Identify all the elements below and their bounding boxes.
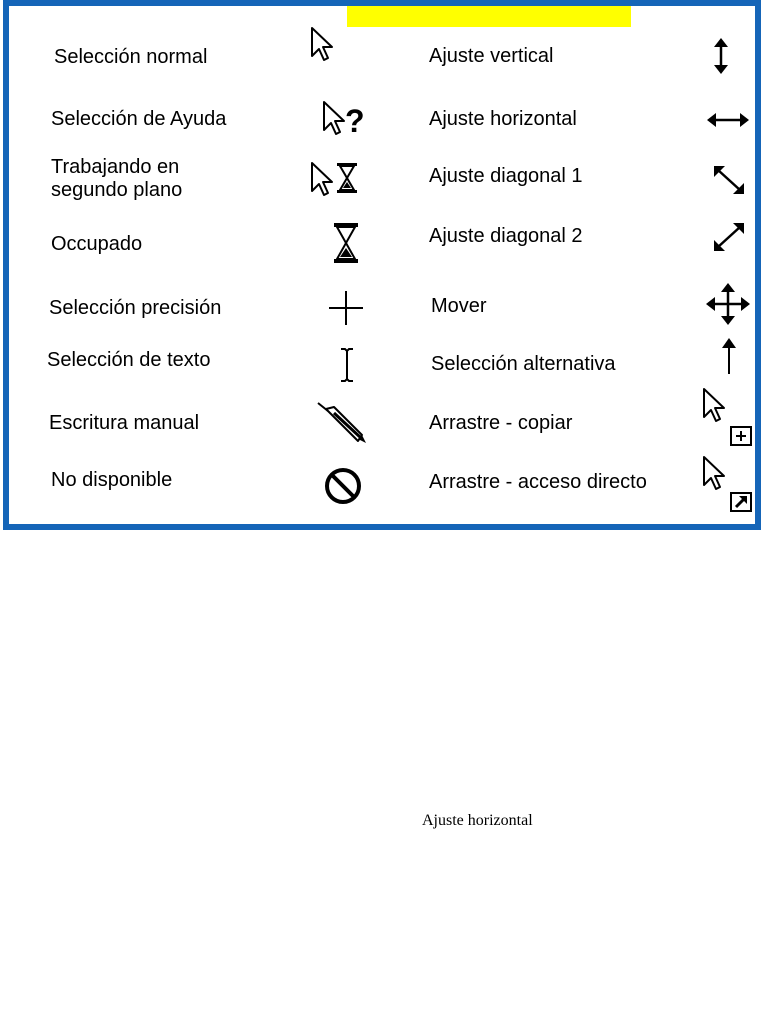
pen-icon [314,399,370,449]
label-ajuste-diagonal-2: Ajuste diagonal 2 [429,225,583,247]
alternate-select-icon [719,336,739,376]
help-cursor-icon [321,98,373,140]
label-escritura-manual: Escritura manual [49,412,200,434]
label-ocupado: Occupado [51,233,143,255]
label-arrastre-copiar: Arrastre - copiar [429,412,573,434]
svg-text:?: ? [345,103,365,139]
label-seleccion-precision: Selección precisión [49,297,222,319]
cursor-reference-panel [3,0,761,530]
label-no-disponible: No disponible [51,469,173,491]
working-background-cursor-icon [309,159,361,199]
caption-text: Ajuste horizontal [422,812,533,829]
label-ajuste-diagonal-1: Ajuste diagonal 1 [429,165,583,187]
label-seleccion-texto: Selección de texto [47,349,211,371]
resize-diagonal-2-icon [711,220,747,254]
label-seleccion-ayuda: Selección de Ayuda [51,108,227,130]
drag-shortcut-icon [701,455,757,517]
arrow-cursor-icon [309,26,339,66]
label-seleccion-normal: Selección normal [54,46,208,68]
move-icon [705,282,751,326]
resize-horizontal-icon [705,110,751,130]
resize-vertical-icon [711,36,731,76]
hourglass-icon [329,220,363,266]
crosshair-icon [326,288,366,328]
label-trabajando-segundo-plano: Trabajando en segundo plano [51,156,183,201]
drag-copy-icon [701,387,757,449]
label-seleccion-alternativa: Selección alternativa [431,353,616,375]
resize-diagonal-1-icon [711,163,747,197]
label-ajuste-horizontal: Ajuste horizontal [429,108,577,130]
not-allowed-icon [323,466,363,506]
label-arrastre-acceso-directo: Arrastre - acceso directo [429,471,647,493]
cursor-reference-panel-inner [9,6,755,524]
yellow-highlight-bar [347,6,631,27]
label-mover: Mover [431,295,487,317]
label-ajuste-vertical: Ajuste vertical [429,45,554,67]
text-ibeam-icon [337,347,357,383]
